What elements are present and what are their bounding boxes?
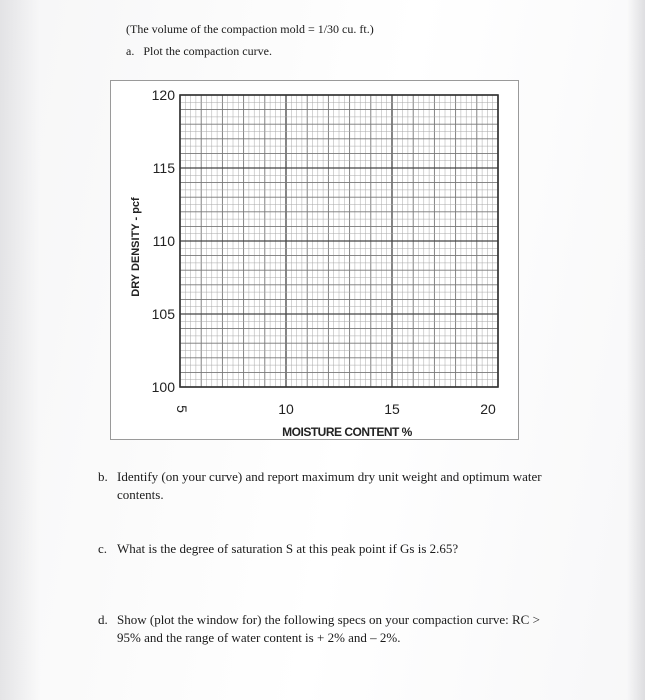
question-c-text: What is the degree of saturation S at this peak point if Gs is 2.65?: [117, 541, 459, 556]
question-a: [126, 44, 272, 59]
question-b-text-line2: contents.: [117, 487, 164, 502]
question-a-text: Plot the compaction curve.: [143, 44, 272, 58]
page-shadow-right: [627, 0, 645, 700]
question-d-letter: d.: [98, 612, 108, 627]
chart-grid: [180, 95, 498, 387]
mold-volume-note: (The volume of the compaction mold = 1/30 cu. ft.): [126, 22, 374, 36]
question-d-text-line1: Show (plot the window for) the following specs on your compaction curve: RC >: [117, 612, 540, 627]
y-tick-label-100: 100: [151, 379, 175, 395]
y-tick-label-105: 105: [151, 306, 175, 322]
x-tick-label-5: 5: [174, 405, 190, 413]
y-tick-label-120: 120: [151, 87, 175, 103]
y-axis-label: DRY DENSITY - pcf: [130, 197, 142, 297]
question-a-letter: a.: [126, 44, 135, 58]
question-b-letter: b.: [98, 469, 108, 484]
y-tick-labels: [152, 87, 176, 395]
y-tick-label-115: 115: [152, 160, 175, 176]
x-tick-label-15: 15: [384, 401, 400, 417]
x-tick-label-20: 20: [480, 401, 496, 417]
question-b-text-line1: Identify (on your curve) and report maximum dry unit weight and optimum water: [117, 469, 542, 484]
y-tick-label-110: 110: [152, 233, 175, 249]
x-tick-label-10: 10: [278, 401, 294, 417]
x-tick-labels: [174, 401, 496, 417]
question-d-text-line2: 95% and the range of water content is + 2% and – 2%.: [117, 630, 401, 645]
question-c-letter: c.: [98, 541, 108, 556]
compaction-chart: [111, 81, 518, 439]
x-axis-label: MOISTURE CONTENT %: [282, 425, 412, 439]
page-shadow-left: [0, 0, 40, 700]
compaction-chart-frame: [110, 80, 519, 440]
